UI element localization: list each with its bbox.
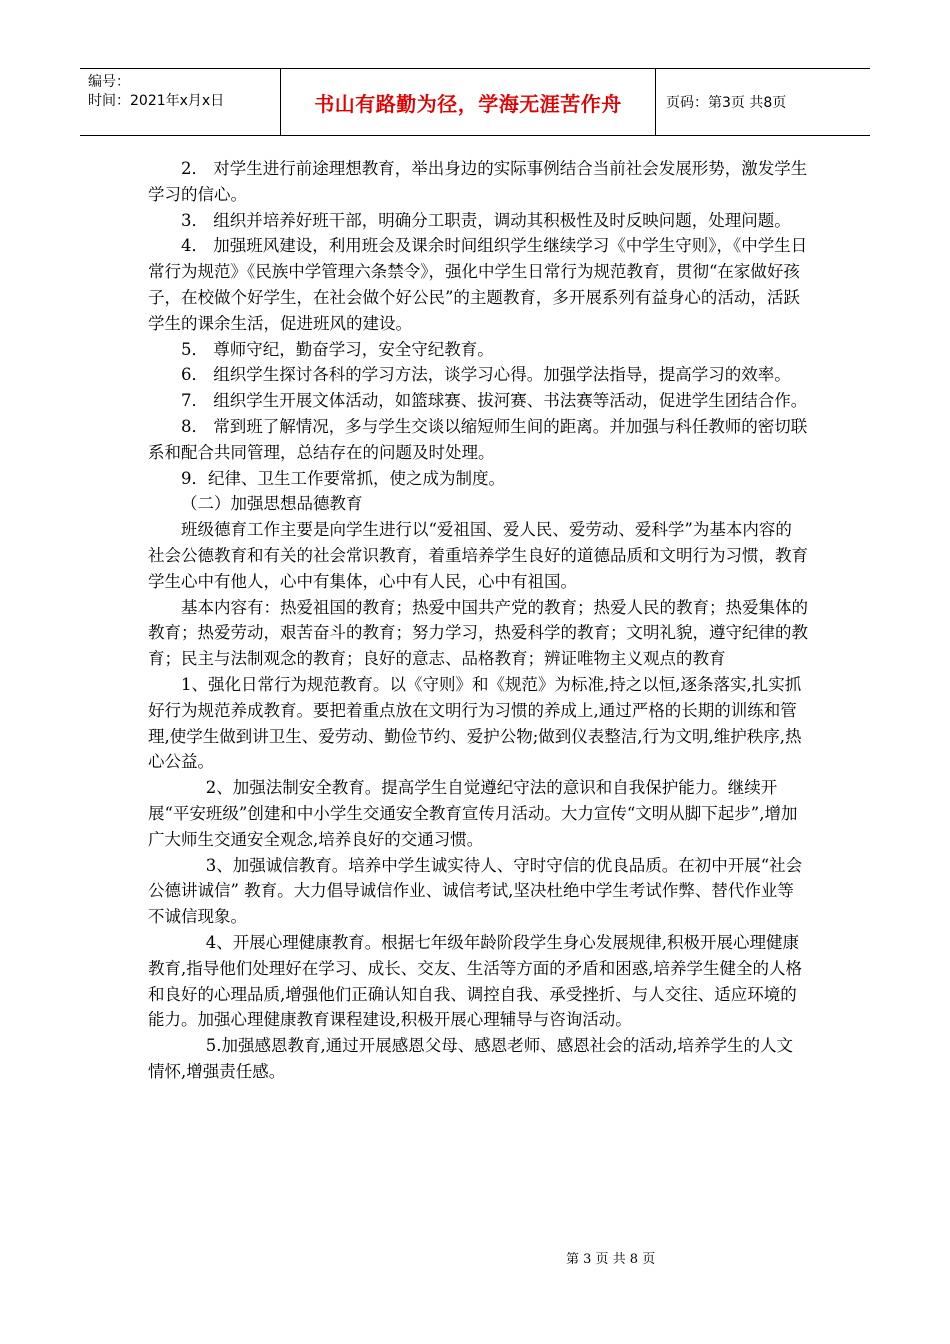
paragraph: 5． 尊师守纪，勤奋学习，安全守纪教育。 — [181, 339, 494, 359]
document-body — [148, 156, 808, 1085]
section-heading: （二）加强思想品德教育 — [181, 494, 363, 514]
paragraph: 2． 对学生进行前途理想教育，举出身边的实际事例结合当前社会发展形势，激发学生学习的信心。 — [148, 159, 808, 204]
header-page-info: 页码：第3页 共8页 — [666, 95, 787, 111]
paragraph: 6． 组织学生探讨各科的学习方法，谈学习心得。加强学法指导，提高学习的效率。 — [181, 365, 791, 385]
page-footer: 第 3 页 共 8 页 — [566, 1252, 656, 1267]
paragraph: 基本内容有：热爱祖国的教育；热爱中国共产党的教育；热爱人民的教育；热爱集体的教育；热爱劳动，艰苦奋斗的教育；努力学习，热爱科学的教育；文明礼貌，遵守纪律的教育；民主与法制观念的教育；良好的意志、品格教育；辨证唯物主义观点的教育 — [148, 597, 808, 669]
paragraph: 5.加强感恩教育,通过开展感恩父母、感恩老师、感恩社会的活动,培养学生的人文情怀,增强责任感。 — [148, 1036, 793, 1081]
paragraph: 7． 组织学生开展文体活动，如篮球赛、拔河赛、书法赛等活动，促进学生团结合作。 — [181, 391, 808, 411]
header-motto: 书山有路勤为径，学海无涯苦作舟 — [280, 69, 656, 135]
header-meta — [80, 69, 280, 135]
paragraph: 8． 常到班了解情况，多与学生交谈以缩短师生间的距离。并加强与科任教师的密切联系和配合共同管理，总结存在的问题及时处理。 — [148, 416, 808, 462]
paragraph: 4、开展心理健康教育。根据七年级年龄阶段学生身心发展规律,积极开展心理健康教育,指导他们处理好在学习、成长、交友、生活等方面的矛盾和困惑,培养学生健全的人格和良好的心理品质,增强他们正确认知自我、调控自我、承受挫折、与人交往、适应环境的能力。加强心理健康教育课程建设,积极开展心理辅导与咨询活动。 — [148, 932, 802, 1030]
paragraph: 3． 组织并培养好班干部，明确分工职责，调动其积极性及时反映问题，处理问题。 — [181, 210, 791, 230]
page-header — [80, 68, 870, 136]
document-time-label: 时间：2021年x月x日 — [88, 93, 225, 109]
paragraph: 3、加强诚信教育。培养中学生诚实待人、守时守信的优良品质。在初中开展“社会公德讲诚信” 教育。大力倡导诚信作业、诚信考试,坚决杜绝中学生考试作弊、替代作业等不诚信现象。 — [148, 855, 803, 927]
paragraph: 9．纪律、卫生工作要常抓，使之成为制度。 — [181, 468, 505, 488]
document-number-label: 编号： — [88, 74, 130, 90]
paragraph: 班级德育工作主要是向学生进行以“爱祖国、爱人民、爱劳动、爱科学”为基本内容的社会公德教育和有关的社会常识教育，着重培养学生良好的道德品质和文明行为习惯，教育学生心中有他人，心中有集体，心中有人民，心中有祖国。 — [148, 520, 808, 591]
paragraph: 1、强化日常行为规范教育。以《守则》和《规范》为标准,持之以恒,逐条落实,扎实抓好行为规范养成教育。要把着重点放在文明行为习惯的养成上,通过严格的长期的训练和管理,使学生做到讲卫生、爱劳动、勤俭节约、爱护公物;做到仪表整洁,行为文明,维护秩序,热心公益。 — [148, 674, 802, 772]
paragraph: 2、加强法制安全教育。提高学生自觉遵纪守法的意识和自我保护能力。继续开展“平安班级”创建和中小学生交通安全教育宣传月活动。大力宣传“文明从脚下起步”,增加广大师生交通安全观念,培养良好的交通习惯。 — [148, 778, 798, 849]
paragraph: 4． 加强班风建设，利用班会及课余时间组织学生继续学习《中学生守则》，《中学生日常行为规范》《民族中学管理六条禁令》，强化中学生日常行为规范教育，贯彻“在家做好孩子，在校做个好学生，在社会做个好公民”的主题教育，多开展系列有益身心的活动，活跃学生的课余生活，促进班风的建设。 — [148, 236, 808, 333]
